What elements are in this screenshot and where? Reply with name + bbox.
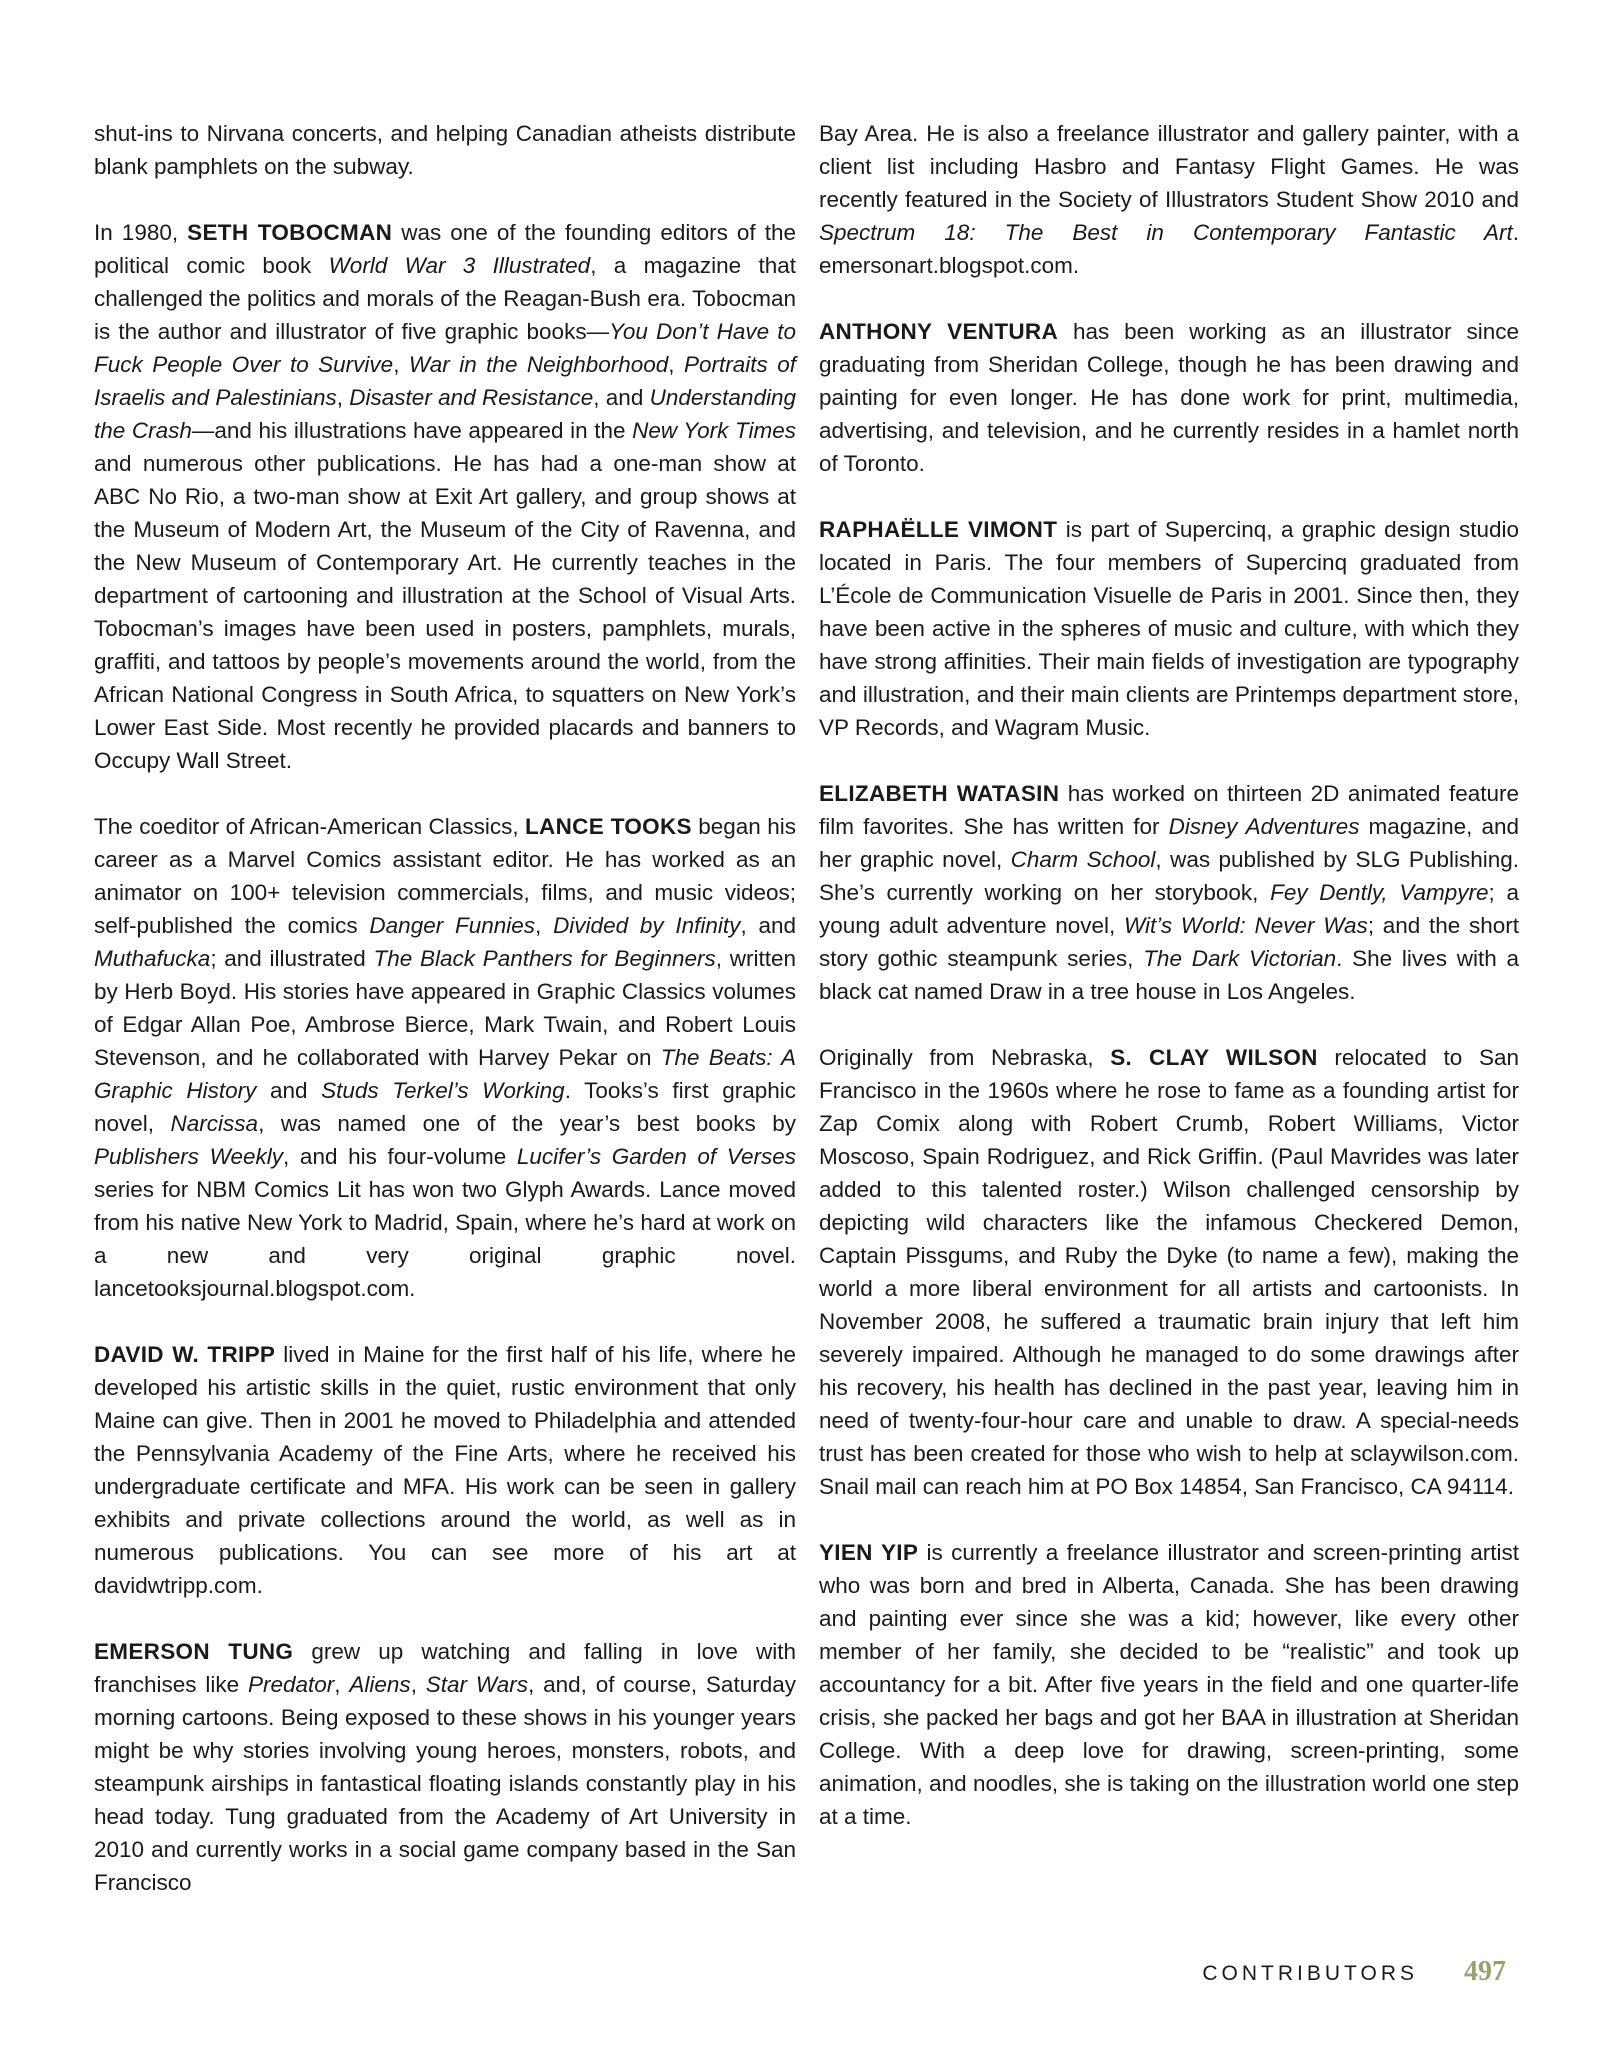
work-title: Wit’s World: Never Was (1123, 913, 1368, 938)
bio-text: , and (740, 913, 796, 938)
bio-text: relocated to San Francisco in the 1960s where he rose to fame as a founding artist for Zap Comix along with Robert Crumb, Robert Williams, Victor Moscoso, Spain Rodriguez, and Rick Griffin. (Paul Mavrides was later added to this talented roster.) Wilson challenged censorship by depicting wild characters like the infamous Checkered Demon, Captain Pissgums, and Ruby the Dyke (to name a few), making the world a more liberal environment for all artists and cartoonists. In November 2008, he suffered a traumatic brain injury that left him severely impaired. Although he managed to do some drawings after his recovery, his health has declined in the past year, leaving him in need of twenty-four-hour care and unable to draw. A special-needs trust has been created for those who wish to help at sclaywilson.com. Snail mail can reach him at PO Box 14854, San Francisco, CA 94114. (819, 1045, 1519, 1499)
bio-text: ; a young adult adventure novel, (819, 880, 1519, 938)
contributor-name: SETH TOBOCMAN (187, 220, 393, 245)
bio-text: was one of the founding editors of the political comic book (94, 220, 796, 278)
work-title: Aliens (349, 1672, 411, 1697)
bio-text: , (336, 385, 350, 410)
work-title: Disaster and Resistance (349, 385, 594, 410)
bio-text: grew up watching and falling in love with franchises like (94, 1639, 796, 1697)
contributor-name: YIEN YIP (819, 1540, 919, 1565)
contributor-name: DAVID W. TRIPP (94, 1342, 276, 1367)
right-column (819, 117, 1519, 1833)
bio-text: , (410, 1672, 426, 1697)
work-title: The Beats: A Graphic History (94, 1045, 797, 1103)
contributor-bio-paragraph (819, 777, 1519, 1008)
bio-text: , (393, 352, 409, 377)
bio-text: —and his illustrations have appeared in the (191, 418, 633, 443)
bio-text: , written by Herb Boyd. His stories have appeared in Graphic Classics volumes of Edgar Allan Poe, Ambrose Bierce, Mark Twain, and Robert Louis Stevenson, and he collaborated with Harvey Pekar on (94, 946, 796, 1070)
bio-text: series for NBM Comics Lit has won two Glyph Awards. Lance moved from his native New York to Madrid, Spain, where he’s hard at work on a new and very original graphic novel. lancetooksjournal.blogspot.com. (94, 1177, 796, 1301)
bio-text: is currently a freelance illustrator and screen-printing artist who was born and bred in Alberta, Canada. She has been drawing and painting ever since she was a kid; however, like every other member of her family, she decided to be “realistic” and took up accountancy for a bit. After five years in the field and one quarter-life crisis, she packed her bags and got her BAA in illustration at Sheridan College. With a deep love for drawing, screen-printing, some animation, and noodles, she is taking on the illustration world one step at a time. (819, 1540, 1519, 1829)
contributor-name: LANCE TOOKS (525, 814, 692, 839)
work-title: Portraits of Israelis and Palestinians (94, 352, 796, 410)
contributor-name: RAPHAËLLE VIMONT (819, 517, 1058, 542)
work-title: World War 3 Illustrated (328, 253, 591, 278)
bio-text: began his career as a Marvel Comics assistant editor. He has worked as an animator on 100+ television commercials, films, and music videos; self-published the comics (94, 814, 796, 938)
bio-text: Bay Area. He is also a freelance illustrator and gallery painter, with a client list including Hasbro and Fantasy Flight Games. He was recently featured in the Society of Illustrators Student Show 2010 and (819, 121, 1519, 212)
bio-text: , and (593, 385, 650, 410)
page-number: 497 (1464, 1956, 1506, 1987)
bio-text: magazine, and her graphic novel, (819, 814, 1519, 872)
bio-text: lived in Maine for the first half of his life, where he developed his artistic skills in the quiet, rustic environment that only Maine can give. Then in 2001 he moved to Philadelphia and attended the Pennsylvania Academy of the Fine Arts, where he received his undergraduate certificate and MFA. His work can be seen in gallery exhibits and private collections around the world, as well as in numerous publications. You can see more of his art at davidwtripp.com. (94, 1342, 796, 1598)
work-title: Publishers Weekly (94, 1144, 284, 1169)
bio-text: and numerous other publications. He has had a one-man show at ABC No Rio, a two-man show at Exit Art gallery, and group shows at the Museum of Modern Art, the Museum of the City of Ravenna, and the New Museum of Contemporary Art. He currently teaches in the department of cartooning and illustration at the School of Visual Arts. Tobocman’s images have been used in posters, pamphlets, murals, graffiti, and tattoos by people’s movements around the world, from the African National Congress in South Africa, to squatters on New York’s Lower East Side. Most recently he provided placards and banners to Occupy Wall Street. (94, 451, 796, 773)
work-title: The Dark Victorian (1143, 946, 1337, 971)
bio-text: . Tooks’s first graphic novel, (94, 1078, 796, 1136)
bio-text: . emersonart.blogspot.com. (819, 220, 1519, 278)
contributor-bio-paragraph (94, 117, 796, 183)
bio-text: ; and illustrated (210, 946, 374, 971)
bio-text: , (334, 1672, 350, 1697)
bio-text: and (256, 1078, 322, 1103)
contributor-name: ELIZABETH WATASIN (819, 781, 1060, 806)
contributor-bio-paragraph (94, 810, 796, 1305)
bio-text: , (668, 352, 684, 377)
bio-text: is part of Supercinq, a graphic design studio located in Paris. The four members of Supercinq graduated from L’École de Communication Visuelle de Paris in 2001. Since then, they have been active in the spheres of music and culture, with which they have strong affinities. Their main fields of investigation are typography and illustration, and their main clients are Printemps department store, VP Records, and Wagram Music. (819, 517, 1519, 740)
page-footer (1202, 1956, 1506, 1988)
contributor-bio-paragraph (94, 216, 796, 777)
bio-text: Originally from Nebraska, (819, 1045, 1111, 1070)
running-footer-section: CONTRIBUTORS (1202, 1962, 1418, 1985)
bio-text: , was published by SLG Publishing. She’s currently working on her storybook, (819, 847, 1520, 905)
bio-text: , was named one of the year’s best books by (258, 1111, 796, 1136)
work-title: Fey Dently, Vampyre (1270, 880, 1489, 905)
work-title: Divided by Infinity (553, 913, 741, 938)
contributor-bio-paragraph (819, 117, 1519, 282)
bio-text: The coeditor of African-American Classics, (94, 814, 525, 839)
work-title: Lucifer’s Garden of Verses (516, 1144, 796, 1169)
work-title: Studs Terkel’s Working (321, 1078, 565, 1103)
work-title: Star Wars (425, 1672, 528, 1697)
work-title: Understanding the Crash (94, 385, 796, 443)
work-title: Spectrum 18: The Best in Contemporary Fantastic Art (819, 220, 1513, 245)
bio-text: , and, of course, Saturday morning cartoons. Being exposed to these shows in his younger years might be why stories involving young heroes, monsters, robots, and steampunk airships in fantastical floating islands constantly play in his head today. Tung graduated from the Academy of Art University in 2010 and currently works in a social game company based in the San Francisco (94, 1672, 796, 1895)
work-title: Narcissa (170, 1111, 259, 1136)
contributor-bio-paragraph (819, 513, 1519, 744)
work-title: New York Times (632, 418, 796, 443)
contributor-bio-paragraph (819, 1536, 1519, 1833)
bio-text: has worked on thirteen 2D animated feature film favorites. She has written for (819, 781, 1519, 839)
bio-text: shut-ins to Nirvana concerts, and helping Canadian atheists distribute blank pamphlets on the subway. (94, 121, 796, 179)
bio-text: has been working as an illustrator since graduating from Sheridan College, though he has been drawing and painting for even longer. He has done work for print, multimedia, advertising, and television, and he currently resides in a hamlet north of Toronto. (819, 319, 1519, 476)
bio-text: ; and the short story gothic steampunk series, (819, 913, 1519, 971)
bio-text: , a magazine that challenged the politics and morals of the Reagan-Bush era. Tobocman is the author and illustrator of five graphic books— (94, 253, 797, 344)
bio-text: , (535, 913, 554, 938)
contributor-bio-paragraph (819, 315, 1519, 480)
work-title: Disney Adventures (1168, 814, 1360, 839)
contributor-bio-paragraph (94, 1338, 796, 1602)
work-title: Muthafucka (94, 946, 211, 971)
work-title: Predator (247, 1672, 335, 1697)
work-title: You Don’t Have to Fuck People Over to Survive (94, 319, 796, 377)
work-title: Charm School (1010, 847, 1156, 872)
left-column (94, 117, 796, 1899)
work-title: The Black Panthers for Beginners (373, 946, 716, 971)
work-title: War in the Neighborhood (408, 352, 669, 377)
contributor-name: S. CLAY WILSON (1110, 1045, 1318, 1070)
contributor-name: ANTHONY VENTURA (819, 319, 1059, 344)
contributor-bio-paragraph (94, 1635, 796, 1899)
contributor-name: EMERSON TUNG (94, 1639, 294, 1664)
bio-text: , and his four-volume (283, 1144, 517, 1169)
bio-text: In 1980, (94, 220, 188, 245)
bio-text: . She lives with a black cat named Draw in a tree house in Los Angeles. (819, 946, 1519, 1004)
contributor-bio-paragraph (819, 1041, 1519, 1503)
work-title: Danger Funnies (369, 913, 536, 938)
